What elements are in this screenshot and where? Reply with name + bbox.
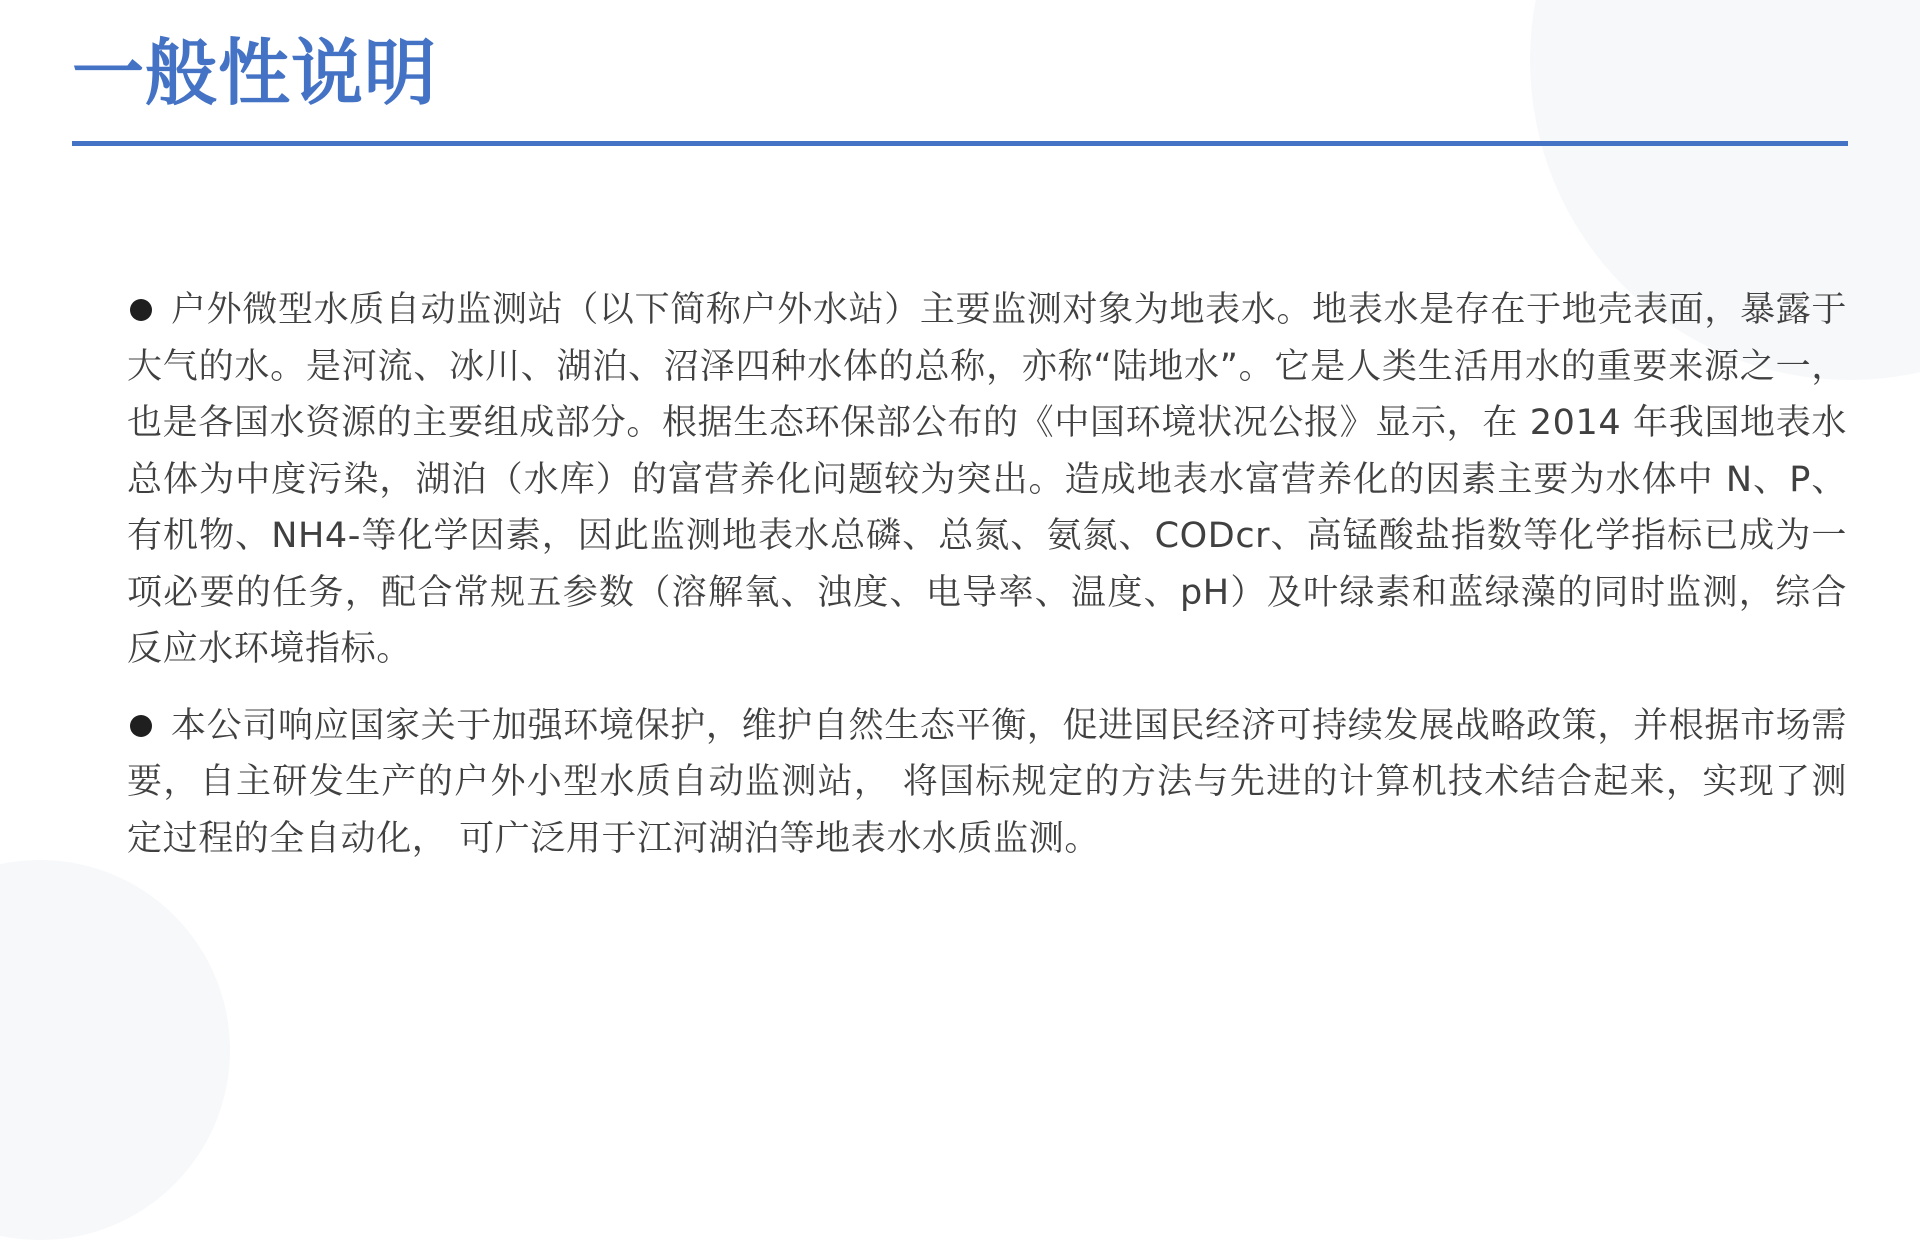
background-circle-bottom-left (0, 860, 230, 1240)
content-body (127, 282, 1847, 887)
bullet-icon (130, 715, 152, 737)
page-title: 一般性说明 (72, 31, 438, 115)
bullet-icon (130, 299, 152, 321)
paragraph-company-product (127, 698, 1847, 868)
title-divider (72, 141, 1848, 146)
paragraph-text: 户外微型水质自动监测站（以下简称户外水站）主要监测对象为地表水。地表水是存在于地壳表面，暴露于大气的水。是河流、冰川、湖泊、沼泽四种水体的总称，亦称“陆地水”。它是人类生活用水的重要来源之一，也是各国水资源的主要组成部分。根据生态环保部公布的《中国环境状况公报》显示，在 2014 年我国地表水总体为中度污染，湖泊（水库）的富营养化问题较为突出。造成地表水富营养化的因素主要为水体中 N、P、有机物、NH4-等化学因素，因此监测地表水总磷、总氮、氨氮、CODcr、高锰酸盐指数等化学指标已成为一项必要的任务，配合常规五参数（溶解氧、浊度、电导率、温度、pH）及叶绿素和蓝绿藻的同时监测，综合反应水环境指标。 (127, 290, 1847, 669)
paragraph-text: 本公司响应国家关于加强环境保护，维护自然生态平衡，促进国民经济可持续发展战略政策，并根据市场需要，自主研发生产的户外小型水质自动监测站， 将国标规定的方法与先进的计算机技术结合起来，实现了测定过程的全自动化， 可广泛用于江河湖泊等地表水水质监测。 (127, 705, 1847, 859)
paragraph-surface-water (127, 282, 1847, 678)
